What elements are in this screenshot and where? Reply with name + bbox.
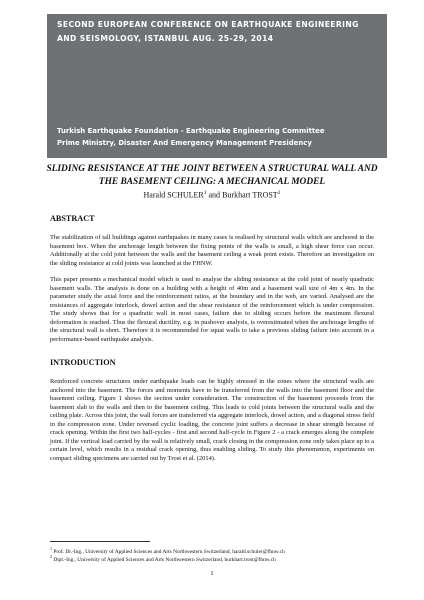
author-1-footnote-mark: 1 — [203, 190, 207, 196]
footnote-1-mark: 1 — [50, 546, 52, 551]
page-number: 1 — [210, 570, 214, 577]
footnote-1-text: Prof. Dr.-Ing., University of Applied Sciences and Arts Northwestern Switzerland, harald.schuler@fhnw.ch — [52, 548, 285, 555]
footnote-2 — [50, 553, 380, 564]
introduction-paragraph-1: Reinforced concrete structures under earthquake loads can be highly stressed in the zones where the structural walls are anchored into the basement. The forces and moments have to be transferred from the walls into the basement floor and the basement ceiling. Figure 1 shows the section under consideration. The construction of the basement proceeds from the basement slab to the walls and then to the basement ceiling. This leads to cold joints between the structural walls and the ceiling plate. Across this joint, the wall forces are transferred via aggregate interlock, dowel action, and a diagonal stress field in the compression zone. Under reversed cyclic loading, the concrete joint suffers a decrease in shear strength because of crack opening. Within the first two half-cycles - first and second half-cycle in Figure 2 - a crack emerges along the complete joint. If the vertical load carried by the wall is relatively small, crack closing in the compression zone only takes place up to a certain level, which results in a residual crack opening, thus enabling sliding. To study this phenomenon, experiments on compact sliding specimens are carried out by Trost et al. (2014). — [50, 378, 374, 462]
organizer-line-2: Prime Ministry, Disaster And Emergency Management Presidency — [57, 139, 312, 147]
organizer-line-1: Turkish Earthquake Foundation - Earthquake Engineering Committee — [57, 127, 325, 135]
author-connector: and — [206, 190, 223, 200]
footnote-2-text: Dipl.-Ing., University of Applied Sciences and Arts Northwestern Switzerland, burkhart.trost@fhnw.ch — [52, 556, 276, 563]
footnote-divider — [50, 541, 150, 542]
footnote-2-mark: 2 — [50, 554, 52, 559]
author-line — [40, 188, 384, 201]
abstract-paragraph-2: This paper presents a mechanical model which is used to analyse the sliding resistance at the cold joint of nearly quadratic basement walls. The analysis is done on a building with a height of 40m and a basement wall size of 4m x 4m. In the parameter study the axial force and the reinforcement ratios, at the boundary and in the web, are varied. Analysed are the resistances of aggregate interlock, dowel action and the shear resistance of the reinforcement which is under compression. The study shows that for a quadratic wall in most cases, failure due to sliding occurs before the maximum flexural deformation is reached. Thus the flexural ductility, e.g. in pushover analysis, is overestimated when the anchorage lengths of the structural wall is short. Therefore it is recommended for squat walls to take a previous sliding failure into account in a performance-based earthquake analysis. — [50, 276, 374, 343]
author-2-footnote-mark: 2 — [277, 190, 281, 196]
conference-banner — [47, 14, 387, 158]
author-1: Harald SCHULER — [143, 190, 204, 200]
author-2: Burkhart TROST — [222, 190, 278, 200]
abstract-paragraph-1: The stabilization of tall buildings against earthquakes in many cases is realised by structural walls which are anchored in the basement box. When the anchorage length between the fixing points of the walls is small, a high shear force can occur. Additionally at the cold joint between the walls and the basement ceiling a weak point exists. Therefore an investigation on the sliding resistance at cold joints was launched at the FHNW. — [50, 234, 374, 267]
abstract-heading: ABSTRACT — [50, 214, 95, 223]
paper-title: SLIDING RESISTANCE AT THE JOINT BETWEEN A STRUCTURAL WALL AND THE BASEMENT CEILING: A MECHANICAL MODEL — [46, 164, 378, 187]
conference-title: SECOND EUROPEAN CONFERENCE ON EARTHQUAKE ENGINEERING AND SEISMOLOGY, ISTANBUL AUG. 25-29, 2014 — [57, 20, 359, 43]
introduction-heading: INTRODUCTION — [50, 358, 116, 367]
organizer-lines — [57, 125, 381, 149]
